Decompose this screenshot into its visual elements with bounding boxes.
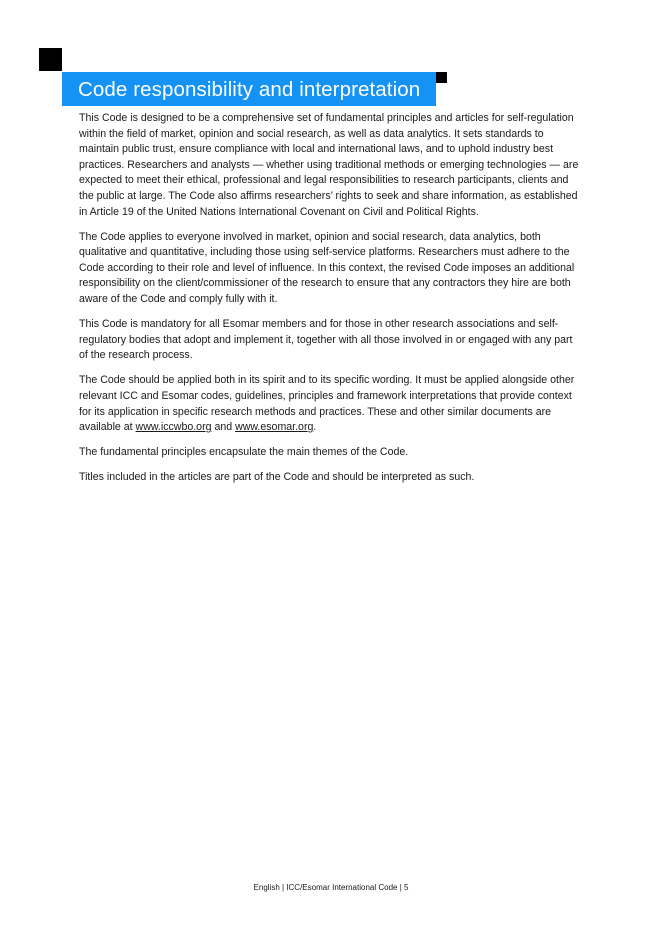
paragraph-application: [79, 373, 579, 435]
iccwbo-link[interactable]: www.iccwbo.org: [135, 421, 212, 434]
body-text: [79, 111, 579, 495]
decorative-square-large: [39, 48, 62, 71]
paragraph-scope: The Code applies to everyone involved in market, opinion and social research, data analytics, both qualitative and quantitative, including those using self-service platforms. Researchers must adhere to the Code according to their role and level of influence. In this context, the revised Code imposes an additional responsibility on the client/commissioner of the research to ensure that any contractors they hire are both aware of the Code and comply fully with it.: [79, 230, 575, 306]
decorative-square-small: [436, 72, 447, 83]
link-conjunction: and: [211, 421, 236, 434]
paragraph-principles: The fundamental principles encapsulate the main themes of the Code.: [79, 446, 409, 459]
paragraph-application-text: The Code should be applied both in its spirit and to its specific wording. It must be applied alongside other relevant ICC and Esomar codes, guidelines, principles and framework interpretations that provide context for its application in specific research methods and practices. These and other similar documents are available at: [79, 374, 575, 434]
paragraph-mandatory: This Code is mandatory for all Esomar members and for those in other research associations and self-regulatory bodies that adopt and implement it, together with all those involved in or engaged with any part of the research process.: [79, 318, 573, 362]
section-title: Code responsibility and interpretation: [62, 72, 436, 106]
esomar-link[interactable]: www.esomar.org: [235, 421, 314, 434]
paragraph-application-end: .: [313, 421, 317, 434]
page-footer: English | ICC/Esomar International Code | 5: [253, 883, 409, 892]
paragraph-titles: Titles included in the articles are part of the Code and should be interpreted as such.: [79, 471, 475, 484]
paragraph-intro: This Code is designed to be a comprehensive set of fundamental principles and articles for self-regulation within the field of market, opinion and social research, as well as data analytics. It sets standards to maintain public trust, ensure compliance with local and international laws, and to uphold industry best practices. Researchers and analysts — whether using traditional methods or emerging technologies — are expected to meet their ethical, professional and legal responsibilities to research participants, clients and the public at large. The Code also affirms researchers’ rights to seek and share information, as established in Article 19 of the United Nations International Covenant on Civil and Political Rights.: [79, 112, 579, 218]
